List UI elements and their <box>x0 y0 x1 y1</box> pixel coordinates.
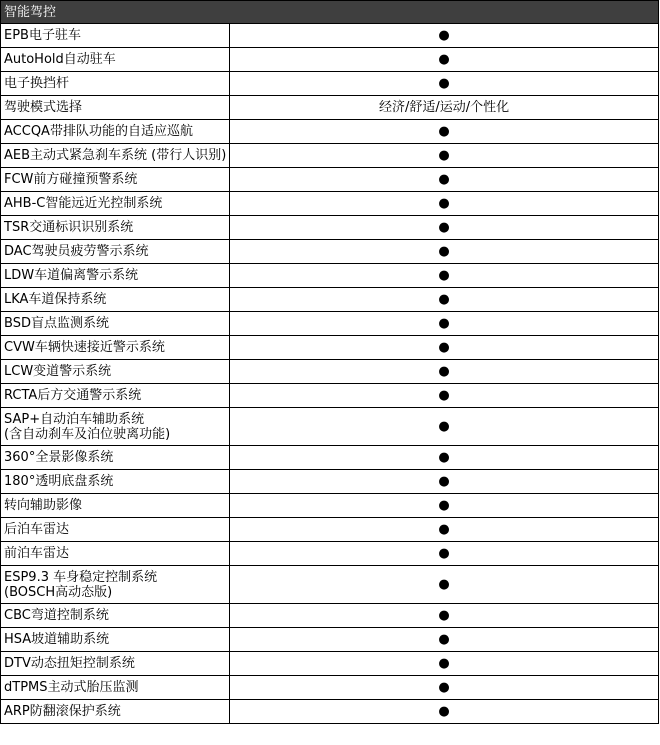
feature-value: ● <box>230 168 659 192</box>
feature-value: ● <box>230 566 659 604</box>
feature-name: 360°全景影像系统 <box>1 446 230 470</box>
feature-name-line2: (BOSCH高动态版) <box>4 584 113 600</box>
table-row <box>1 604 659 628</box>
feature-value: ● <box>230 408 659 446</box>
feature-name: dTPMS主动式胎压监测 <box>1 676 230 700</box>
table-row <box>1 494 659 518</box>
table-row <box>1 336 659 360</box>
feature-value: ● <box>230 700 659 724</box>
feature-value: 经济/舒适/运动/个性化 <box>230 96 659 120</box>
table-row <box>1 144 659 168</box>
feature-name-line2: (含自动刹车及泊位驶离功能) <box>4 426 171 442</box>
table-row <box>1 470 659 494</box>
feature-name: ARP防翻滚保护系统 <box>1 700 230 724</box>
feature-name: FCW前方碰撞预警系统 <box>1 168 230 192</box>
feature-value: ● <box>230 336 659 360</box>
table-row <box>1 360 659 384</box>
feature-value: ● <box>230 264 659 288</box>
feature-value: ● <box>230 216 659 240</box>
table-row <box>1 312 659 336</box>
table-row <box>1 542 659 566</box>
table-row <box>1 120 659 144</box>
feature-name: CVW车辆快速接近警示系统 <box>1 336 230 360</box>
feature-value: ● <box>230 72 659 96</box>
table-row <box>1 24 659 48</box>
table-row <box>1 72 659 96</box>
table-row <box>1 240 659 264</box>
feature-value: ● <box>230 470 659 494</box>
feature-value: ● <box>230 192 659 216</box>
feature-name: EPB电子驻车 <box>1 24 230 48</box>
feature-name: 驾驶模式选择 <box>1 96 230 120</box>
table-row <box>1 676 659 700</box>
feature-value: ● <box>230 120 659 144</box>
feature-value: ● <box>230 446 659 470</box>
feature-value: ● <box>230 144 659 168</box>
feature-value: ● <box>230 494 659 518</box>
feature-value: ● <box>230 604 659 628</box>
feature-name: LDW车道偏离警示系统 <box>1 264 230 288</box>
feature-name: RCTA后方交通警示系统 <box>1 384 230 408</box>
feature-name: AutoHold自动驻车 <box>1 48 230 72</box>
table-row <box>1 566 659 604</box>
feature-name: 前泊车雷达 <box>1 542 230 566</box>
feature-name: LKA车道保持系统 <box>1 288 230 312</box>
table-row <box>1 408 659 446</box>
feature-name: LCW变道警示系统 <box>1 360 230 384</box>
table-row <box>1 216 659 240</box>
feature-value: ● <box>230 384 659 408</box>
feature-name: DAC驾驶员疲劳警示系统 <box>1 240 230 264</box>
table-row <box>1 168 659 192</box>
feature-name: 180°透明底盘系统 <box>1 470 230 494</box>
feature-name-line1: SAP+自动泊车辅助系统 <box>4 411 145 427</box>
feature-value: ● <box>230 676 659 700</box>
feature-name: 后泊车雷达 <box>1 518 230 542</box>
table-row <box>1 446 659 470</box>
table-row <box>1 652 659 676</box>
feature-value: ● <box>230 24 659 48</box>
feature-name: BSD盲点监测系统 <box>1 312 230 336</box>
feature-value: ● <box>230 652 659 676</box>
feature-name <box>1 408 230 446</box>
feature-name: AHB-C智能远近光控制系统 <box>1 192 230 216</box>
table-row <box>1 96 659 120</box>
section-header-row <box>1 1 659 24</box>
feature-name: TSR交通标识识别系统 <box>1 216 230 240</box>
feature-value: ● <box>230 542 659 566</box>
feature-name: DTV动态扭矩控制系统 <box>1 652 230 676</box>
table-row <box>1 628 659 652</box>
feature-name <box>1 566 230 604</box>
feature-name: CBC弯道控制系统 <box>1 604 230 628</box>
feature-value: ● <box>230 360 659 384</box>
feature-value: ● <box>230 288 659 312</box>
feature-name: ACCQA带排队功能的自适应巡航 <box>1 120 230 144</box>
feature-value: ● <box>230 518 659 542</box>
feature-value: ● <box>230 48 659 72</box>
feature-name: 电子换挡杆 <box>1 72 230 96</box>
feature-name-line1: ESP9.3 车身稳定控制系统 <box>4 569 158 585</box>
section-title: 智能驾控 <box>1 1 659 24</box>
table-row <box>1 288 659 312</box>
feature-name: HSA坡道辅助系统 <box>1 628 230 652</box>
table-row <box>1 518 659 542</box>
table-row <box>1 48 659 72</box>
table-row <box>1 264 659 288</box>
table-row <box>1 700 659 724</box>
table-row <box>1 192 659 216</box>
feature-name: AEB主动式紧急刹车系统 (带行人识别) <box>1 144 230 168</box>
feature-name: 转向辅助影像 <box>1 494 230 518</box>
feature-value: ● <box>230 312 659 336</box>
feature-value: ● <box>230 628 659 652</box>
feature-value: ● <box>230 240 659 264</box>
table-row <box>1 384 659 408</box>
